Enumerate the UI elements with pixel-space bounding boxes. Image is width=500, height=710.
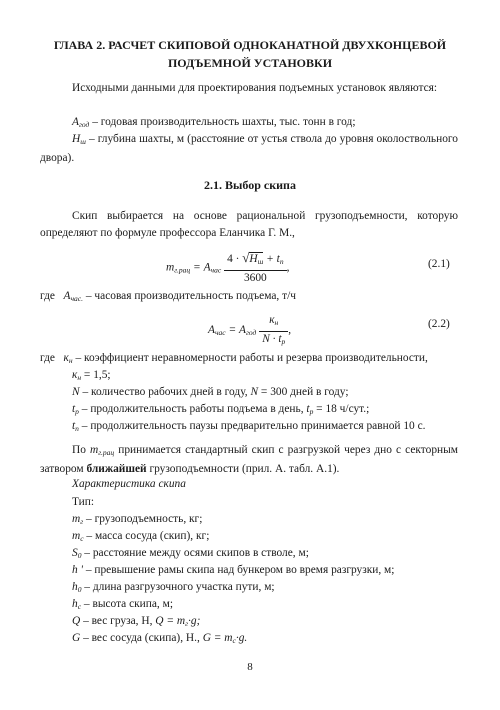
char-item-mg: $m_г$ – грузоподъемность, кг; [72,513,203,526]
where-tp: $t_р$ – продолжительность работы подъема в день, $t_р = 18$ ч/сут.; [72,403,370,416]
char-item-q: Q – вес груза, Н, $Q = m_г\cdot g$; [72,615,201,628]
characteristics-title: Характеристика скипа [72,478,186,490]
formula-2-1-fraction: $\frac{4 \cdot √H_ш + t_п}{3600}$ [224,250,287,286]
formula-2-2-fraction: $\frac{к_н}{N \cdot t_р}$ [259,312,288,349]
chapter-title-line-1: ГЛАВА 2. РАСЧЕТ СКИПОВОЙ ОДНОКАНАТНОЙ ДВУХКОНЦЕВОЙ [53,38,447,52]
where-hourly: где $A_{час.}$ – часовая производительность подъема, т/ч [40,290,296,303]
para-rational-capacity: Скип выбирается на основе рациональной грузоподъемности, которую определяют по формуле профессора Еланчика Г. М., [40,210,458,239]
equation-number-2-1: (2.1) [428,258,450,270]
where-n: N – количество рабочих дней в году, N = 300 дней в году; [72,386,349,398]
chapter-title-line-2: ПОДЪЕМНОЙ УСТАНОВКИ [167,56,333,70]
section-title: 2.1. Выбор скипа [204,178,296,192]
intro-item-agod: $A_{год}$ – годовая производительность шахты, тыс. тонн в год; [72,116,356,129]
char-item-mc: $m_с$ – масса сосуда (скип), кг; [72,530,210,543]
chapter-title [40,36,460,72]
para-standard-skip: По $m_{г.рац}$ принимается стандартный скип с разгрузкой через дно с секторным затвором ближайшей грузоподъемности (прил. А. табл. А.1). [40,444,458,475]
intro-paragraph: Исходными данными для проектирования подъемных установок являются: [72,82,438,94]
where-k-value: $к_н = 1,5$; [72,369,111,382]
char-item-h0: $h_0$ – длина разгрузочного участка пути, м; [72,581,275,594]
where-tn: $t_п$ – продолжительность паузы предварительно принимается равной 10 с. [72,420,426,433]
char-item-h-prime: h ' – превышение рамы скипа над бункером во время разгрузки, м; [72,564,395,576]
characteristics-type: Тип: [72,496,95,508]
char-item-g: G – вес сосуда (скипа), Н., $G = m_с\cdot g$. [72,632,248,645]
equation-number-2-2: (2.2) [428,318,450,330]
where-k: где $к_н$ – коэффициент неравномерности работы и резерва производительности, [40,352,428,365]
intro-item-hsh: $H_ш$ – глубина шахты, м (расстояние от устья ствола до уровня околоствольного двора). [40,133,458,164]
formula-2-2: $A_{час} = A_{год}$ $\frac{к_н}{N \cdot t_р}$ , [208,312,291,349]
formula-2-1: $m_{г.рац} = A_{час}$ $\frac{4 \cdot √H_ш + t_п}{3600}$ , [166,250,290,284]
page-number: 8 [247,661,253,673]
char-item-hc: $h_с$ – высота скипа, м; [72,598,173,611]
char-item-s0: $S_0$ – расстояние между осями скипов в стволе, м; [72,547,309,560]
